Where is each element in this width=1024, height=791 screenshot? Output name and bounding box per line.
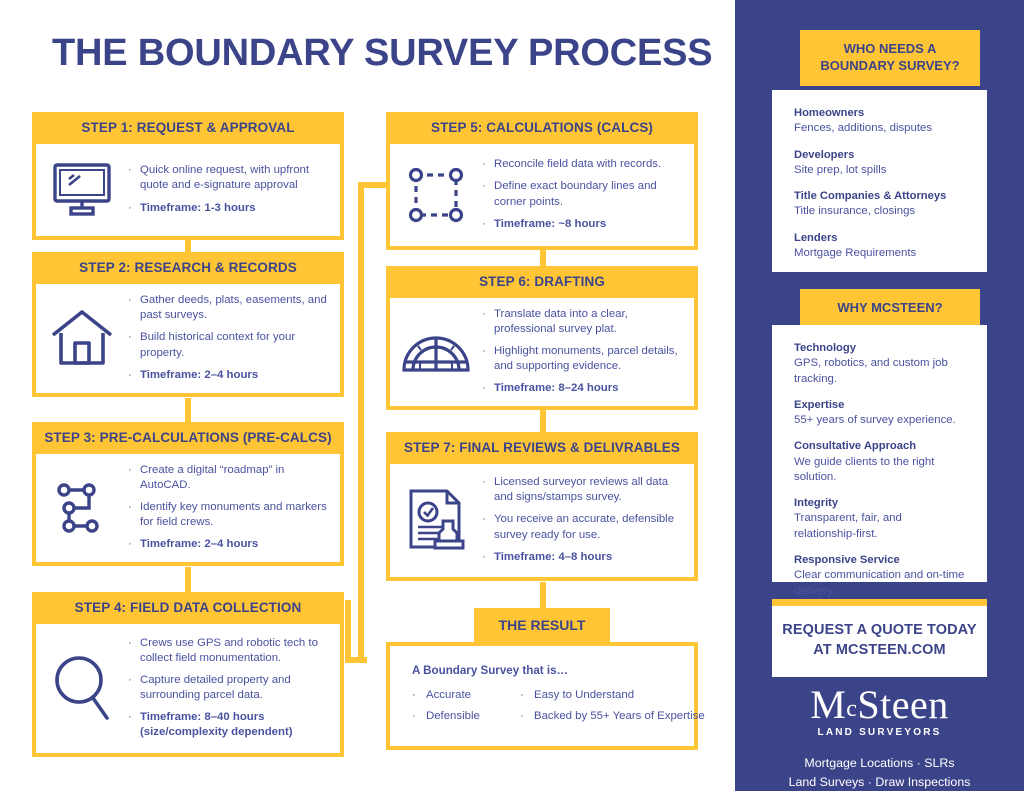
bullet-item <box>128 368 330 383</box>
bullet-item <box>128 710 330 740</box>
bullet-item <box>482 217 684 232</box>
step-2-title: STEP 2: RESEARCH & RECORDS <box>32 252 344 284</box>
bullet-text: Reconcile field data with records. <box>494 158 662 171</box>
why-mcsteen-item <box>794 496 965 542</box>
result-item <box>520 710 705 722</box>
why-mcsteen-item <box>794 553 965 599</box>
connector-step6-step7 <box>540 408 546 432</box>
step-4-title: STEP 4: FIELD DATA COLLECTION <box>32 592 344 624</box>
bullet-item <box>128 201 330 216</box>
bullet-text: Timeframe: 8–40 hours (size/complexity dependent) <box>140 711 293 739</box>
who-needs-item <box>794 148 965 179</box>
monitor-icon <box>36 161 128 219</box>
step-5-bullets <box>482 151 694 237</box>
why-mcsteen-item-title: Integrity <box>794 497 839 510</box>
sidebar <box>735 0 1024 791</box>
cta-line-1: REQUEST A QUOTE TODAY <box>782 622 977 638</box>
bullet-item <box>482 550 684 565</box>
bullet-text: Timeframe: ~8 hours <box>494 217 607 230</box>
step-card-7 <box>386 432 698 581</box>
step-card-6 <box>386 266 698 410</box>
step-5-body <box>386 144 698 250</box>
why-mcsteen-header: WHY MCSTEEN? <box>800 289 980 328</box>
why-mcsteen-item-title: Responsive Service <box>794 554 900 567</box>
bullet-dot: · <box>482 550 486 563</box>
bullet-dot: · <box>520 710 524 722</box>
result-column-left <box>412 689 520 731</box>
step-1-title: STEP 1: REQUEST & APPROVAL <box>32 112 344 144</box>
bullet-text: Timeframe: 8–24 hours <box>494 382 619 395</box>
connector-step1-branch <box>358 182 364 244</box>
why-mcsteen-item-desc: Clear communication and on-time delivery. <box>794 569 965 597</box>
bullet-text: Translate data into a clear, professional survey plat. <box>494 307 628 335</box>
logo-name-superscript: c <box>846 696 858 722</box>
stamped-document-icon <box>390 485 482 555</box>
logo-subtitle: LAND SURVEYORS <box>817 727 942 738</box>
who-needs-item-desc: Site prep, lot spills <box>794 163 887 176</box>
who-needs-body <box>772 90 987 272</box>
bullet-dot: · <box>128 711 132 724</box>
who-needs-item-title: Title Companies & Attorneys <box>794 190 947 202</box>
bullet-text: Crews use GPS and robotic tech to collect field monumentation. <box>140 636 318 664</box>
step-card-2 <box>32 252 344 397</box>
node-path-icon <box>36 477 128 539</box>
step-7-body <box>386 464 698 581</box>
connector-step7-result <box>540 582 546 608</box>
who-needs-item-title: Lenders <box>794 231 838 244</box>
protractor-icon <box>390 326 482 378</box>
bullet-dot: · <box>128 673 132 686</box>
bullet-item <box>482 307 684 337</box>
bullet-dot: · <box>128 164 132 177</box>
result-item <box>412 710 520 722</box>
page-title: THE BOUNDARY SURVEY PROCESS <box>52 32 713 74</box>
who-needs-item <box>794 231 965 262</box>
who-needs-item-title: Developers <box>794 148 855 161</box>
bullet-dot: · <box>482 158 486 171</box>
house-icon <box>36 307 128 369</box>
step-3-bullets <box>128 457 340 558</box>
step-card-4 <box>32 592 344 757</box>
why-mcsteen-item-desc: GPS, robotics, and custom job tracking. <box>794 357 948 385</box>
step-4-bullets <box>128 630 340 746</box>
bullet-dot: · <box>482 217 486 230</box>
step-6-bullets <box>482 301 694 402</box>
who-needs-item-desc: Fences, additions, disputes <box>794 122 933 135</box>
result-title: THE RESULT <box>474 608 610 642</box>
bullet-item <box>128 636 330 666</box>
step-2-bullets <box>128 287 340 388</box>
bullet-text: Quick online request, with upfront quote and e-signature approval <box>140 164 310 192</box>
bullet-item <box>128 293 330 323</box>
bullet-dot: · <box>482 180 486 193</box>
bullet-dot: · <box>482 476 486 489</box>
bullet-dot: · <box>520 689 524 701</box>
bullet-item <box>128 330 330 360</box>
connector-step2-step3 <box>185 398 191 423</box>
bullet-text: Gather deeds, plats, easements, and past surveys. <box>140 294 327 322</box>
logo-services-line-1: Mortgage Locations · SLRs <box>804 756 955 770</box>
bullet-item <box>128 537 330 552</box>
bullet-dot: · <box>412 710 416 722</box>
bullet-item <box>482 475 684 505</box>
bullet-dot: · <box>482 513 486 526</box>
bullet-dot: · <box>412 689 416 701</box>
why-mcsteen-body <box>772 325 987 597</box>
bullet-text: Licensed surveyor reviews all data and signs/stamps survey. <box>494 476 669 504</box>
dashed-parcel-icon <box>390 163 482 227</box>
connector-step3-step4 <box>185 567 191 592</box>
bullet-item <box>128 673 330 703</box>
step-1-body <box>32 144 344 240</box>
bullet-item <box>128 163 330 193</box>
why-mcsteen-item-desc: We guide clients to the right solution. <box>794 455 935 483</box>
result-column-right <box>520 689 705 731</box>
bullet-dot: · <box>128 538 132 551</box>
bullet-dot: · <box>482 307 486 320</box>
connector-step5-step6 <box>540 248 546 266</box>
bullet-item <box>482 512 684 542</box>
why-mcsteen-item-desc: 55+ years of survey experience. <box>794 414 956 426</box>
bullet-text: Identify key monuments and markers for field crews. <box>140 500 327 529</box>
brand-logo <box>735 682 1024 791</box>
step-card-5 <box>386 112 698 250</box>
who-needs-header: WHO NEEDS A BOUNDARY SURVEY? <box>800 30 980 86</box>
bullet-dot: · <box>128 331 132 344</box>
bullet-text: Define exact boundary lines and corner points. <box>494 180 657 208</box>
cta-text <box>772 606 987 677</box>
bullet-dot: · <box>128 500 132 513</box>
step-6-title: STEP 6: DRAFTING <box>386 266 698 298</box>
logo-name-part1: M <box>810 682 847 727</box>
connector-step4-riser <box>345 600 351 662</box>
who-needs-item-desc: Title insurance, closings <box>794 205 916 218</box>
result-item <box>412 689 520 701</box>
bullet-dot: · <box>482 382 486 395</box>
who-needs-item <box>794 106 965 137</box>
bullet-text: You receive an accurate, defensible survey ready for use. <box>494 513 675 541</box>
result-item-text: Defensible <box>426 710 480 722</box>
logo-name-part2: Steen <box>857 682 949 727</box>
result-lead: A Boundary Survey that is… <box>412 664 569 677</box>
result-card <box>386 608 705 750</box>
bullet-text: Timeframe: 2–4 hours <box>140 538 259 551</box>
bullet-text: Highlight monuments, parcel details, and supporting evidence. <box>494 344 678 373</box>
cta-line-2: AT MCSTEEN.COM <box>813 641 946 658</box>
who-needs-item-title: Homeowners <box>794 107 865 119</box>
bullet-dot: · <box>128 294 132 307</box>
bullet-text: Capture detailed property and surrounding parcel data. <box>140 673 291 701</box>
bullet-text: Create a digital “roadmap” in AutoCAD. <box>140 463 285 491</box>
why-mcsteen-item <box>794 341 965 387</box>
step-5-title: STEP 5: CALCULATIONS (CALCS) <box>386 112 698 144</box>
bullet-item <box>482 157 684 172</box>
step-6-body <box>386 298 698 410</box>
bullet-text: Timeframe: 1-3 hours <box>140 201 256 214</box>
why-mcsteen-item <box>794 398 965 429</box>
bullet-item <box>128 463 330 493</box>
bullet-text: Timeframe: 4–8 hours <box>494 550 613 563</box>
step-1-bullets <box>128 157 340 221</box>
result-item-text: Easy to Understand <box>534 689 635 701</box>
bullet-text: Timeframe: 2–4 hours <box>140 368 259 381</box>
why-mcsteen-item-title: Consultative Approach <box>794 440 917 453</box>
step-card-1 <box>32 112 344 240</box>
who-needs-item <box>794 189 965 220</box>
connector-left-to-right-vertical <box>358 240 364 660</box>
bullet-dot: · <box>128 201 132 214</box>
cta-box[interactable] <box>772 599 987 677</box>
step-4-body <box>32 624 344 757</box>
result-item-text: Backed by 55+ Years of Expertise <box>534 710 705 722</box>
who-needs-item-desc: Mortgage Requirements <box>794 246 917 259</box>
step-7-bullets <box>482 469 694 570</box>
bullet-item <box>482 344 684 374</box>
step-card-3 <box>32 422 344 566</box>
bullet-dot: · <box>482 344 486 357</box>
why-mcsteen-item-title: Expertise <box>794 398 845 411</box>
logo-services <box>735 754 1024 791</box>
result-body <box>386 642 705 750</box>
logo-wordmark <box>735 682 1024 727</box>
why-mcsteen-item-title: Technology <box>794 342 856 354</box>
step-3-title: STEP 3: PRE-CALCULATIONS (PRE-CALCS) <box>32 422 344 454</box>
result-item-text: Accurate <box>426 689 471 701</box>
bullet-text: Build historical context for your property. <box>140 331 296 359</box>
logo-services-line-2: Land Surveys · Draw Inspections <box>788 774 971 789</box>
bullet-dot: · <box>128 463 132 476</box>
bullet-item <box>128 500 330 530</box>
cta-accent-bar <box>772 599 987 606</box>
bullet-item <box>482 381 684 396</box>
result-grid <box>412 689 705 731</box>
step-7-title: STEP 7: FINAL REVIEWS & DELIVRABLES <box>386 432 698 464</box>
bullet-dot: · <box>128 636 132 649</box>
result-item <box>520 689 705 701</box>
why-mcsteen-item <box>794 439 965 485</box>
step-3-body <box>32 454 344 566</box>
bullet-item <box>482 179 684 209</box>
step-2-body <box>32 284 344 397</box>
why-mcsteen-item-desc: Transparent, fair, and relationship-first. <box>794 512 902 540</box>
bullet-dot: · <box>128 368 132 381</box>
magnifier-icon <box>36 652 128 724</box>
